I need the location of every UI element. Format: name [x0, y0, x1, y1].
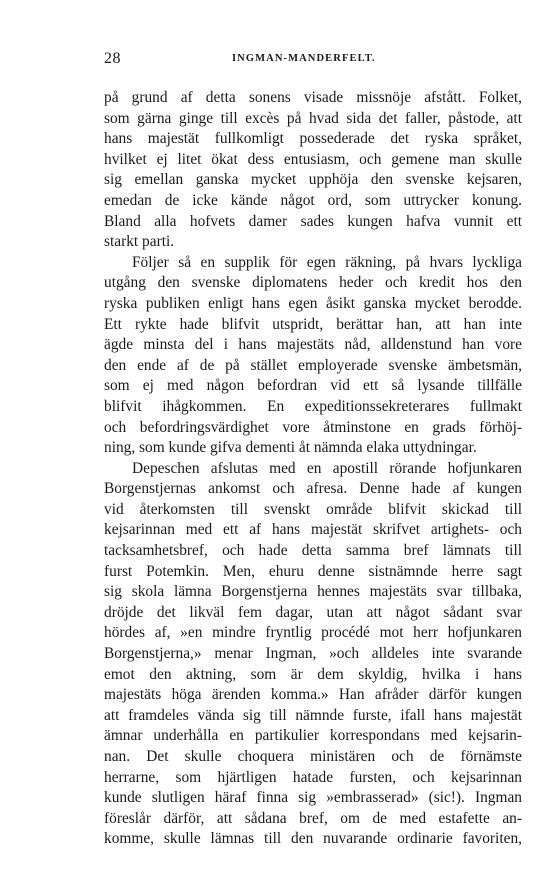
text-line: sig emellan ganska mycket upphöja den svenske kejsaren, [104, 171, 522, 189]
text-line: Ett rykte hade blifvit utspridt, berättar han, att han inte [104, 315, 522, 333]
text-line: Bland alla hofvets damer sades kungen hafva vunnit ett [104, 212, 522, 230]
text-line: ägde minsta del i hans majestäts nåd, alldenstund han vore [104, 336, 522, 354]
text-line: den ende af de på stället employerade svenske ämbetsmän, [104, 356, 522, 374]
text-line: Depeschen afslutas med en apostill rörande hofjunkaren [132, 459, 522, 477]
text-line: vid återkomsten till svenskt område blifvit skickad till [104, 500, 522, 518]
text-line: ryska publiken enligt hans egen åsikt ganska mycket berodde. [104, 294, 522, 312]
text-line: kunde slutligen häraf finna sig »embrasserad» (sic!). Ingman [104, 789, 522, 807]
text-line: Följer så en supplik för egen räkning, på hvars lyckliga [132, 253, 522, 271]
text-line: Borgenstjernas ankomst och afresa. Denne hade af kungen [104, 480, 522, 498]
text-line: tacksamhetsbref, och hade detta samma bref lämnats till [104, 542, 522, 560]
text-line: på grund af detta sonens visade missnöje afstått. Folket, [104, 89, 522, 106]
text-line: nan. Det skulle choquera ministären och de förnämste [104, 748, 522, 765]
text-line: hvilket ej litet ökat dess entusiasm, och gemene man skulle [104, 150, 522, 168]
text-line: att framdeles vända sig till nämnde furste, ifall hans majestät [104, 706, 522, 724]
text-line: sig skola lämna Borgenstjerna hennes majestäts svar tillbaka, [104, 583, 522, 601]
text-line: emedan de icke kände något ord, som uttrycker konung. [104, 191, 522, 209]
text-line: Borgenstjerna,» menar Ingman, »och alldeles inte svarande [104, 645, 522, 663]
text-line: emot den aktning, som är dem skyldig, hvilka i hans [104, 665, 522, 683]
running-title: INGMAN-MANDERFELT. [232, 53, 376, 64]
text-line: majestäts höga ärenden komma.» Han afråder därför kungen [104, 686, 522, 704]
text-line: komme, skulle lämnas till den nuvarande ordinarie favoriten, [104, 830, 522, 848]
text-line: kejsarinnan med ett af hans majestät skrifvet artighets- och [104, 521, 522, 539]
text-line: hans majestät fullkomligt possederade det ryska språket, [104, 130, 522, 148]
page-number: 28 [104, 50, 121, 67]
running-head [104, 50, 522, 72]
text-line: herrarne, som hjärtligen hatade fursten, och kejsarinnan [104, 768, 522, 786]
text-line: ämnar underhålla en partikulier korrespondans med kejsarin- [104, 727, 522, 745]
text-line: starkt parti. [104, 233, 175, 251]
text-line: utgång den svenske diplomatens heder och kredit hos den [104, 274, 522, 292]
text-line: föreslår därför, att sådana bref, om de med estafette an- [104, 809, 522, 827]
text-line: ning, som kunde gifva dementi åt nämnda elaka uttydningar. [104, 439, 477, 457]
text-line: blifvit ihågkommen. En expeditionssekreterares fullmakt [104, 397, 522, 415]
text-line: som gärna ginge till excès på hvad sida det faller, påstode, att [104, 109, 522, 127]
text-line: hördes af, »en mindre fryntlig procédé mot herr hofjunkaren [104, 624, 522, 642]
body-text [104, 88, 522, 850]
text-line: furst Potemkin. Men, ehuru denne sistnämnde herre sagt [104, 562, 522, 580]
text-line: som ej med någon befordran vid ett så lysande tillfälle [104, 377, 522, 395]
text-line: dröjde det likväl fem dagar, utan att något sådant svar [104, 603, 522, 621]
text-line: och befordringsvärdighet vore åtminstone en grads förhöj- [104, 418, 522, 436]
